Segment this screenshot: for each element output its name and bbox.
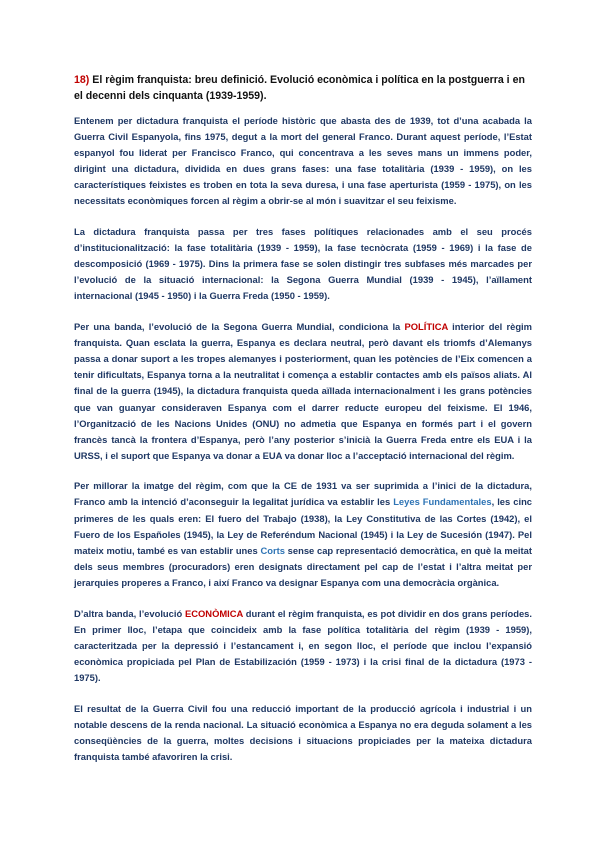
paragraph-definition: Entenem per dictadura franquista el període històric que abasta des de 1939, tot d’una acabada la Guerra Civil Espanyola, fins 1975, degut a la mort del general Franco. Durant aquest període, l’Estat espanyol fou liderat per Francisco Franco, qui concentrava a les seves mans un immens poder, dirigint una dictadura, dividida en dues grans fases: una fase totalitària (1939 - 1959), on les característiques feixistes es troben en tota la seva duresa, i una fase aperturista (1959 - 1975), on les necessitats econòmiques forcen al règim a obrir-se al món i suavitzar el seu feixisme. [74,115,532,207]
paragraph-politics-intro: Per una banda, l’evolució de la Segona Guerra Mundial, condiciona la [74,321,405,333]
question-title [74,72,532,104]
keyword-economica: ECONÒMICA [184,607,243,619]
paragraph-phases: La dictadura franquista passa per tres fases polítiques relacionades amb el seu procés d’institucionalització: la fase totalitària (1939 - 1959), la fase tecnòcrata (1959 - 1969) i la fase de descomposició (1969 - 1975). Dins la primera fase se solen distingir tres subfases més marcades per l’evolució de la situació internacional: la Segona Guerra Mundial (1939 - 1945), l’aïllament internacional (1945 - 1950) i la Guerra Freda (1950 - 1959). [74,226,532,302]
paragraph-laws [74,478,532,591]
document-body [74,72,532,779]
paragraph-politics [74,319,532,464]
keyword-corts: Corts [260,544,285,556]
keyword-politica: POLÍTICA [404,321,448,333]
paragraph-laws-body: sense cap representació democràtica, en què la meitat dels seus membres (procuradors) eren designats directament pel cap de l’estat i l’altra meitat per jerarquies properes a Franco, i així Franco va designar Espanya com una democràcia orgànica. [74,544,532,588]
paragraph-economy-body: durant el règim franquista, es pot dividir en dos grans períodes. En primer lloc, l’etapa que coincideix amb la fase política totalitària del règim (1939 - 1959), caracteritzada per la depressió i l’estancament i, en segon lloc, el període que inclou l’expansió econòmica propiciada pel Plan de Estabilización (1959 - 1973) i la crisi final de la dictadura (1973 - 1975). [74,607,532,683]
paragraph-laws-intro: Per millorar la imatge del règim, com que la CE de 1931 va ser suprimida a l’inici de la dictadura, Franco amb la intenció d’aconseguir la legalitat jurídica va establir les [74,480,532,508]
paragraph-laws-middle: , les cinc primeres de les quals eren: El fuero del Trabajo (1938), la Ley Constitutiva de las Cortes (1942), el Fuero de los Españoles (1945), la Ley de Referéndum Nacional (1945) i la Ley de Sucesión (1947). Pel mateix motiu, també es van establir unes [74,496,533,556]
question-title-text: El règim franquista: breu definició. Evolució econòmica i política en la postguerra i en el decenni dels cinquanta (1939-1959). [74,74,525,102]
paragraph-economy-intro: D’altra banda, l’evolució [74,607,185,619]
keyword-leyes-fundamentales: Leyes Fundamentales [393,496,492,508]
paragraph-civil-war-result: El resultat de la Guerra Civil fou una reducció important de la producció agrícola i industrial i un notable descens de la renda nacional. La situació econòmica a Espanya no era deguda solament a les conseqüències de la guerra, moltes decisions i situacions propiciades per la mateixa dictadura franquista també afavoriren la crisi. [74,702,532,762]
paragraph-economy [74,606,532,686]
paragraph-politics-body: interior del règim franquista. Quan esclata la guerra, Espanya es declara neutral, però davant els triomfs d’Alemanys passa a donar suport a les tropes alemanyes i posteriorment, quan les potències de l’Eix comencen a tenir dificultats, Espanya torna a la neutralitat i comença a establir contactes amb els països aliats. Al final de la guerra (1945), la dictadura franquista queda aïllada internacionalment i les grans potències que van guanyar consideraven Espanya com el darrer reducte europeu del feixisme. El 1946, l’Organització de les Nacions Unides (ONU) no admetia que Espanya en formés part i el govern francès tancà la frontera d’Espanya, però l’any posterior s’inicià la Guerra Freda entre els EUA i la URSS, i el suport que Espanya va donar a EUA va donar lloc a l’acceptació internacional del règim. [74,321,532,461]
question-number: 18) [74,74,90,86]
